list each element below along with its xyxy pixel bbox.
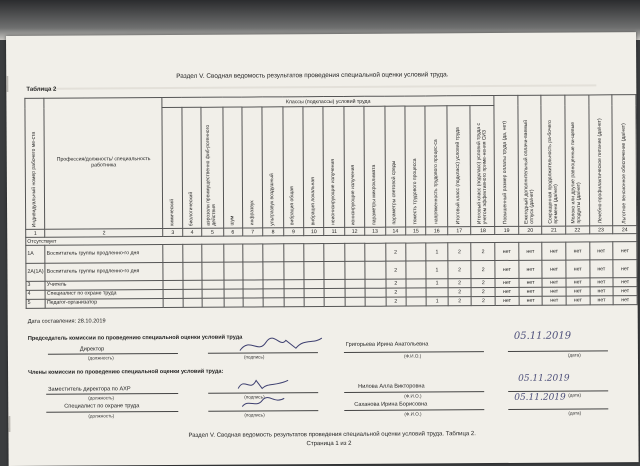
caption-signature: (подпись) [243,354,265,360]
empty-cell [183,280,202,289]
punch-mark [8,416,10,432]
caption-position: (должность) [87,355,114,361]
empty-cell [324,243,345,261]
summary-table [24,94,637,309]
caption-date: (дата) [567,352,581,358]
factor-class-cell: 2 [385,261,406,279]
column-number: 6 [223,228,242,236]
empty-cell [324,261,345,279]
header-factor: химический [162,107,182,228]
empty-cell [163,262,182,280]
guarantee-cell: нет [613,260,637,278]
header-factor: вибрация общая [283,107,304,228]
factor-class-cell: 2 [385,243,406,261]
guarantee-cell: нет [519,260,543,278]
final-class-cell: 2 [448,261,472,279]
header-classes-group: Классы (подклассы) условий труда [162,96,494,108]
column-number: 8 [263,228,283,236]
factor-class-cell: 1 [426,261,448,279]
column-number: 21 [542,226,566,234]
member-signature [238,394,288,410]
empty-cell [163,289,182,298]
header-guarantee: Молоко или другие равноценные пи-щевые продукты (да/нет) [565,95,589,226]
chairman-position: Директор [79,346,105,353]
member-name: Саханова Ирина Борисовна [354,401,428,408]
guarantee-cell: нет [590,278,614,287]
header-guarantee: Ежегодный дополнительный оплачи-ваемый отпуск (да/нет) [518,95,542,226]
header-factor: параметры микроклимата [364,106,385,227]
empty-cell [406,288,426,297]
column-number: 3 [163,228,182,236]
guarantee-cell: нет [566,260,590,278]
empty-cell [202,280,224,289]
caption-date: (дата) [568,410,582,416]
final-class-cell: 2 [448,297,472,306]
final-class-siz-cell: 2 [471,279,495,288]
empty-cell [224,289,243,298]
column-number: 17 [447,227,471,235]
chairman-signature [236,334,326,360]
factor-class-cell: 1 [426,279,448,288]
empty-cell [243,262,264,280]
member-date-handwritten: 05.11.2019 [514,392,566,403]
empty-cell [304,298,324,307]
header-factor: вибрация локальная [303,107,324,228]
empty-cell [365,243,386,261]
empty-cell [365,297,385,306]
empty-cell [263,298,283,307]
factor-class-cell [426,288,448,297]
final-class-cell: 2 [448,279,472,288]
header-factor: шум [222,107,242,228]
empty-cell [263,244,284,262]
guarantee-cell: нет [542,242,566,260]
empty-cell [182,244,201,262]
guarantee-cell: нет [495,260,519,278]
member-name: Нилова Алла Викторовна [358,383,425,390]
guarantee-cell: нет [519,296,543,305]
column-number: 9 [283,228,303,236]
profession-cell: Учитель [45,281,163,291]
column-number: 7 [242,228,262,236]
member-position: Заместитель директора по АХР [48,386,131,393]
empty-cell [223,244,242,262]
caption-signature: (подпись) [244,394,265,400]
empty-cell [304,262,325,280]
final-class-cell: 2 [448,288,472,297]
document-page [6,32,639,466]
caption-fio: (Ф.И.О.) [404,393,422,399]
caption-fio: (Ф.И.О.) [403,353,422,359]
guarantee-cell: нет [542,278,566,287]
column-number: 23 [589,226,613,234]
guarantee-cell: нет [590,296,614,305]
caption-signature: (подпись) [244,412,265,418]
date-compiled: Дата составления: 28.10.2019 [27,318,106,325]
workplace-number: 2А(1А) [26,263,45,281]
empty-cell [243,280,263,289]
header-guarantee: Лечебно-профилактическое питание (да/нет) [588,95,612,226]
caption-position: (должность) [88,395,115,401]
empty-cell [304,289,324,298]
factor-class-cell: 2 [386,279,406,288]
empty-cell [345,297,365,306]
caption-fio: (Ф.И.О.) [404,411,422,417]
guarantee-cell: нет [613,242,637,260]
factor-class-cell: 1 [426,297,448,306]
guarantee-cell: нет [542,260,566,278]
column-number: 18 [471,227,495,235]
guarantee-cell: нет [566,242,590,260]
guarantee-cell: нет [566,296,590,305]
workplace-number: 1А [26,245,45,263]
guarantee-cell: нет [589,242,613,260]
guarantee-cell: нет [495,287,519,296]
empty-cell [223,262,242,280]
guarantee-cell: нет [518,242,542,260]
empty-cell [224,298,243,307]
column-number: 2 [45,229,163,238]
members-heading: Члены комиссии по проведению специальной оценки условий труда: [28,368,224,376]
column-number: 10 [304,228,324,236]
empty-cell [163,244,182,262]
empty-cell [243,289,263,298]
bleed-through [36,84,596,89]
empty-cell [406,243,427,261]
header-factor: неионизирующие излучения [323,106,344,227]
header-guarantee: Льготное пенсионное обеспечение (да/нет) [612,95,637,226]
final-class-siz-cell: 2 [471,261,495,279]
empty-cell [345,243,366,261]
empty-cell [243,298,263,307]
guarantee-cell: нет [519,278,543,287]
factor-class-cell: 2 [386,297,406,306]
column-number: 1 [26,229,45,237]
guarantee-cell: нет [613,278,637,287]
header-factor: инфразвук [242,107,263,228]
empty-cell [202,262,224,280]
section-label: Отсутствует [26,234,637,246]
empty-cell [284,289,304,298]
workplace-number: 5 [26,299,45,308]
empty-cell [365,261,386,279]
guarantee-cell: нет [613,287,637,296]
table-label: Таблица 2 [26,86,57,93]
header-workplace-number: Индивидуальный номер рабочего ме-ста [25,98,45,229]
empty-cell [406,279,426,288]
empty-cell [365,279,385,288]
profession-cell: Специалист по охране труда [45,290,163,300]
profession-cell: Педагог-организатор [45,299,163,309]
caption-position: (должность) [88,413,115,419]
guarantee-cell: нет [542,296,566,305]
column-number: 11 [324,227,344,235]
guarantee-cell: нет [519,287,543,296]
profession-cell: Воспитатель группы продленно-го дня [45,263,163,282]
empty-cell [223,280,242,289]
empty-cell [283,262,304,280]
final-class-cell: 2 [448,243,472,261]
header-factor: биологический [182,107,202,228]
empty-cell [345,261,366,279]
final-class-siz-cell: 2 [471,243,495,261]
factor-class-cell: 2 [386,288,406,297]
empty-cell [243,244,264,262]
empty-cell [345,288,365,297]
empty-cell [263,289,283,298]
empty-cell [406,261,427,279]
empty-cell [202,244,224,262]
caption-date: (дата) [568,392,582,398]
header-guarantee: Повышенный размер оплаты труда (да, нет) [494,95,518,226]
final-class-siz-cell: 2 [471,288,495,297]
empty-cell [324,297,344,306]
empty-cell [406,297,426,306]
empty-cell [324,279,344,288]
empty-cell [283,244,304,262]
guarantee-cell: нет [542,287,566,296]
final-class-siz-cell: 2 [472,297,496,306]
empty-cell [183,262,202,280]
header-final-class: Итоговый класс (подкласс) условий труда [447,106,471,227]
column-number: 13 [365,227,385,235]
empty-cell [345,279,365,288]
column-number: 5 [202,228,224,236]
empty-cell [183,289,202,298]
empty-cell [324,288,344,297]
header-final-class-siz: Итоговый класс (подкласс) условий труда с учетом эффективного приме-нения СИЗ [470,106,494,227]
guarantee-cell: нет [566,278,590,287]
empty-cell [164,298,183,307]
empty-cell [304,244,325,262]
header-factor: ультразвук воздушный [262,107,283,228]
column-number: 16 [426,227,448,235]
column-number: 19 [495,226,519,234]
workplace-number: 4 [26,290,45,299]
profession-cell: Воспитатель группы продленно-го дня [45,245,163,264]
workplace-number: 3 [26,281,45,290]
chairman-heading: Председатель комиссии по проведению специальной оценки условий труда [27,334,243,342]
guarantee-cell: нет [590,287,614,296]
column-number: 4 [182,228,201,236]
guarantee-cell: нет [613,296,637,305]
column-number: 15 [406,227,426,235]
factor-class-cell: 1 [426,243,448,261]
empty-cell [163,280,182,289]
column-number: 12 [344,227,364,235]
column-number: 22 [566,226,590,234]
guarantee-cell: нет [495,278,519,287]
header-profession: Профессия/должность/ специальность работника [44,98,163,230]
header-factor: аэрозоли преимущественно фиб-рогенного действия [201,107,223,228]
header-factor: параметры световой среды [384,106,405,227]
header-guarantee: Сокращенная продолжительность ра-бочего времени (да/нет) [541,95,565,226]
chairman-date-handwritten: 05.11.2019 [513,330,572,342]
guarantee-cell: нет [495,242,519,260]
column-number: 24 [613,226,637,234]
empty-cell [284,280,304,289]
guarantee-cell: нет [495,296,519,305]
member-signature [234,374,294,394]
empty-cell [284,298,304,307]
footer-caption: Раздел V. Сводная ведомость результатов проведения специальной оценки условий труда. Таблица 2. [188,431,476,439]
guarantee-cell: нет [566,287,590,296]
member-position: Специалист по охране труда [64,403,140,410]
guarantee-cell: нет [589,260,613,278]
empty-cell [183,298,202,307]
punch-mark [6,76,8,92]
header-factor: напряженность трудового процес-са [425,106,447,227]
header-factor: тяжесть трудового процесса [405,106,426,227]
page-number: Страница 1 из 2 [306,440,352,448]
column-number: 14 [385,227,405,235]
empty-cell [263,280,283,289]
document-title: Раздел V. Сводная ведомость результатов проведения специальной оценки условий труда. [176,71,449,80]
empty-cell [202,289,224,298]
empty-cell [263,262,284,280]
member-date-handwritten: 05.11.2019 [518,373,570,384]
empty-cell [202,298,224,307]
chairman-name: Григорьева Ирина Анатольевна [345,341,429,348]
empty-cell [304,280,324,289]
column-number: 20 [518,226,542,234]
header-factor: ионизирующие излучения [344,106,365,227]
empty-cell [365,288,385,297]
